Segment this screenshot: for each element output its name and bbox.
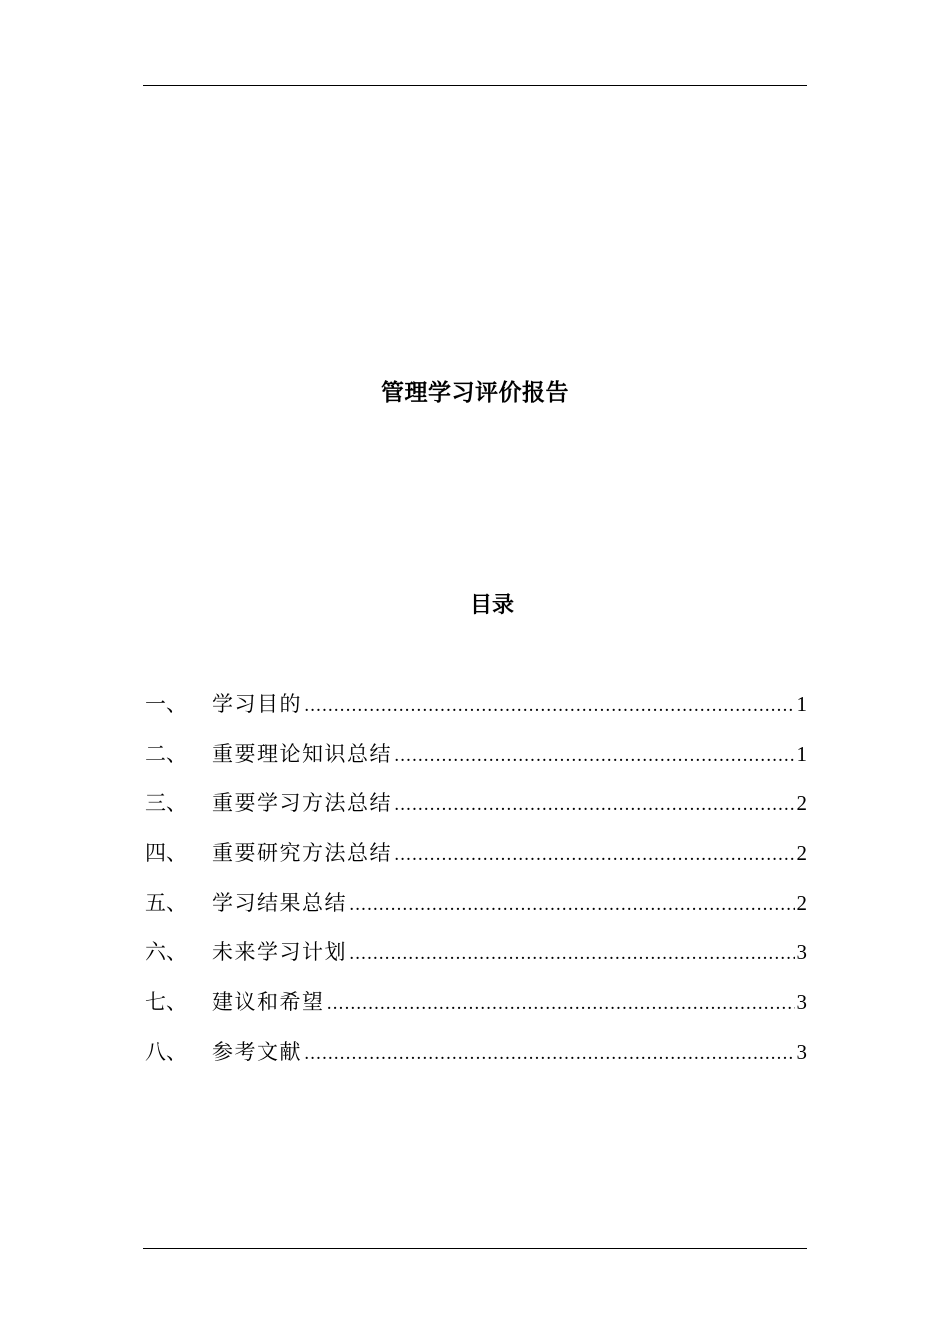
toc-entry-number: 四、 xyxy=(145,841,187,866)
toc-dot-leader xyxy=(394,789,795,821)
toc-entry-page: 1 xyxy=(796,692,807,716)
toc-entry-number: 五、 xyxy=(145,890,187,915)
toc-entry-page: 3 xyxy=(796,940,807,965)
toc-entry-number: 一、 xyxy=(145,692,187,716)
toc-dot-leader xyxy=(304,690,795,722)
toc-entry-number: 八、 xyxy=(145,1039,187,1064)
toc-entry[interactable] xyxy=(145,887,807,937)
toc-dot-leader xyxy=(327,988,795,1020)
toc-entry-label: 重要理论知识总结 xyxy=(212,741,392,766)
toc-dot-leader xyxy=(349,938,795,970)
toc-entry[interactable] xyxy=(145,688,807,738)
toc-dot-leader xyxy=(394,740,795,772)
toc-entry-page: 2 xyxy=(796,841,807,866)
toc-entry-page: 3 xyxy=(796,990,807,1015)
header-rule xyxy=(143,85,807,86)
toc-entry-number: 七、 xyxy=(145,990,187,1015)
toc-entry-label: 学习结果总结 xyxy=(212,890,347,915)
toc-entry-page: 1 xyxy=(796,741,807,766)
toc-entry-number: 六、 xyxy=(145,940,187,965)
toc-entry[interactable] xyxy=(145,837,807,887)
toc-entry-page: 2 xyxy=(796,791,807,816)
toc-heading: 目录 xyxy=(469,593,514,618)
toc-entry-page: 2 xyxy=(796,890,807,915)
toc-dot-leader xyxy=(304,1038,795,1070)
toc-entry-page: 3 xyxy=(796,1039,807,1064)
toc-entry-label: 重要学习方法总结 xyxy=(212,791,392,816)
table-of-contents xyxy=(145,688,807,1086)
toc-entry[interactable] xyxy=(145,787,807,837)
footer-rule xyxy=(143,1248,807,1249)
toc-entry[interactable] xyxy=(145,986,807,1036)
toc-dot-leader xyxy=(394,839,795,871)
toc-entry[interactable] xyxy=(145,1036,807,1086)
toc-entry-label: 学习目的 xyxy=(212,692,302,716)
toc-entry-label: 建议和希望 xyxy=(212,990,325,1015)
toc-entry[interactable] xyxy=(145,936,807,986)
toc-entry[interactable] xyxy=(145,738,807,788)
toc-entry-label: 参考文献 xyxy=(212,1039,302,1064)
toc-dot-leader xyxy=(349,889,795,921)
toc-entry-number: 三、 xyxy=(145,791,187,816)
toc-entry-number: 二、 xyxy=(145,741,187,766)
document-title: 管理学习评价报告 xyxy=(381,380,569,406)
toc-entry-label: 未来学习计划 xyxy=(212,940,347,965)
toc-entry-label: 重要研究方法总结 xyxy=(212,841,392,866)
